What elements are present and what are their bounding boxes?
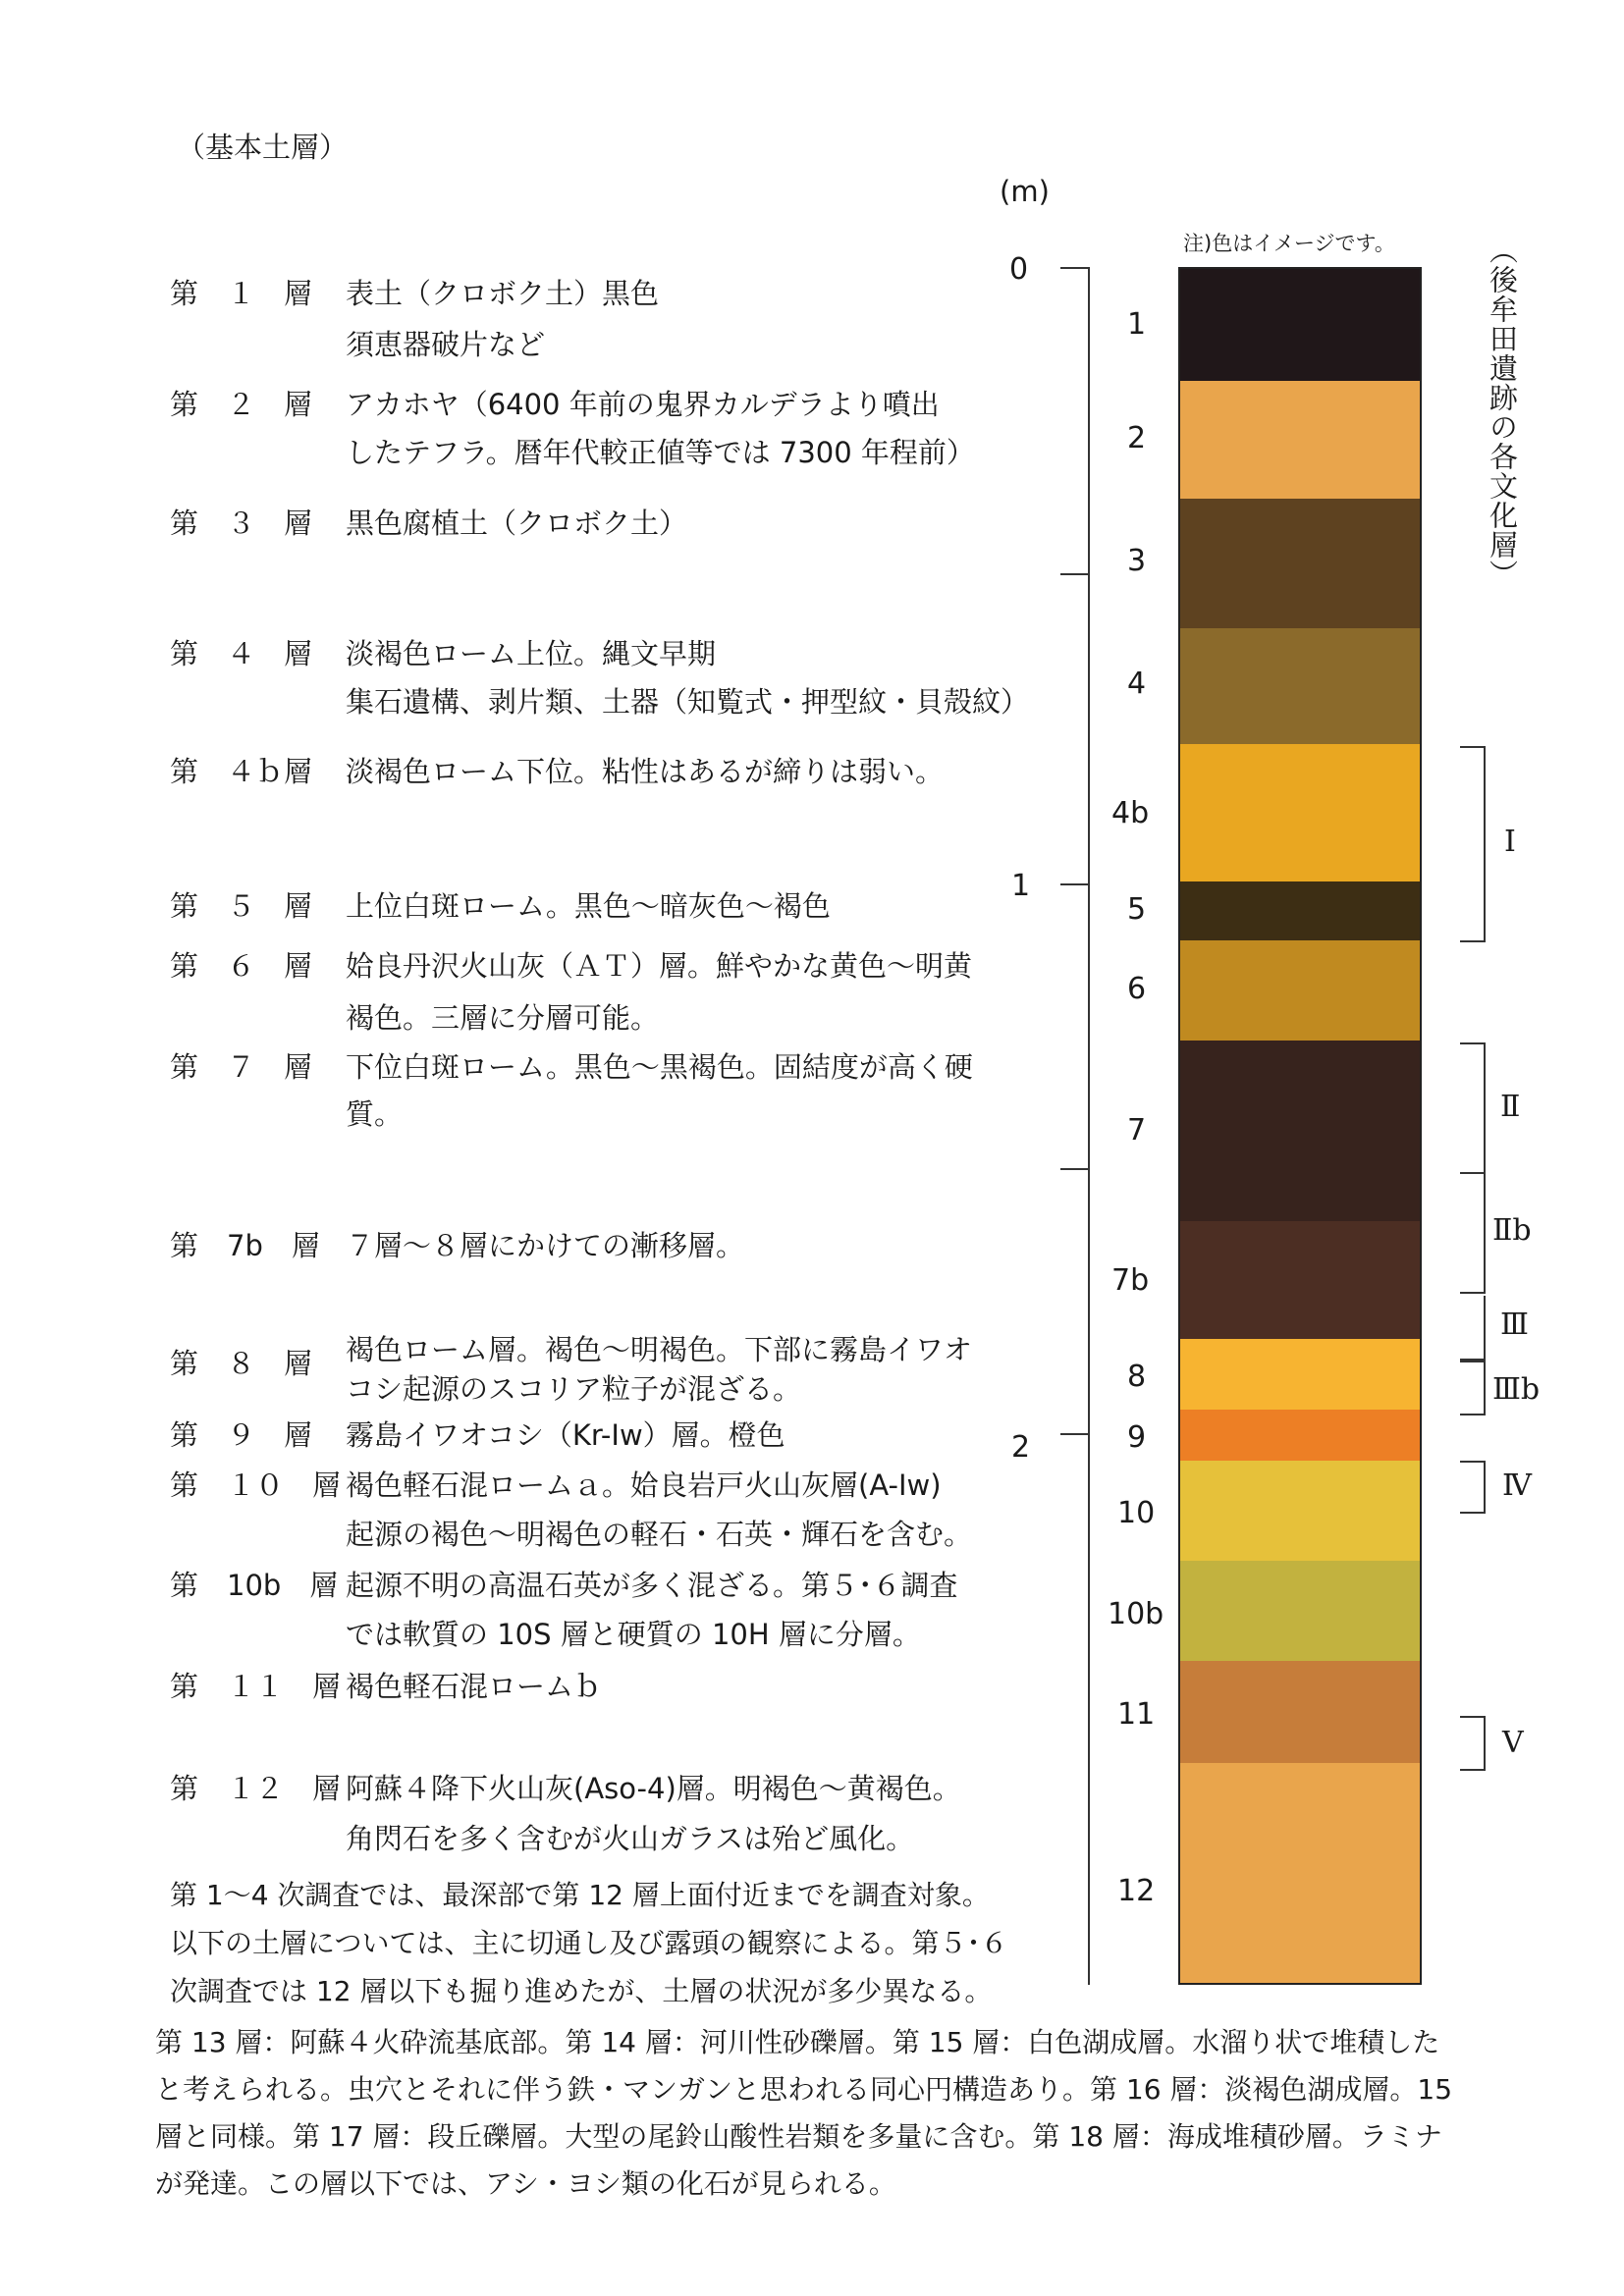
layer-label: 第 ７ 層 xyxy=(170,1050,313,1084)
soil-column xyxy=(1178,267,1422,1985)
layer-band-2 xyxy=(1180,381,1420,499)
layer-desc: コシ起源のスコリア粒子が混ざる。 xyxy=(346,1372,802,1406)
layer-desc: 上位白斑ローム。黒色～暗灰色～褐色 xyxy=(346,889,831,923)
layer-desc: 淡褐色ローム下位。粘性はあるが締りは弱い。 xyxy=(346,755,945,788)
layer-label: 第 ４ 層 xyxy=(170,637,313,670)
layer-desc: では軟質の 10S 層と硬質の 10H 層に分層。 xyxy=(346,1618,921,1651)
layer-number: 6 xyxy=(1127,972,1147,1006)
layer-band-6 xyxy=(1180,940,1420,1041)
layer-number: 9 xyxy=(1127,1420,1147,1455)
layer-number: 4 xyxy=(1127,667,1147,701)
layer-label: 第 ４ｂ層 xyxy=(170,755,313,788)
layer-desc: 集石遺構、剥片類、土器（知覧式・押型紋・貝殻紋） xyxy=(346,685,1030,719)
layer-band-4 xyxy=(1180,628,1420,744)
culture-bracket-IIIb xyxy=(1460,1361,1486,1415)
layer-desc: 下位白斑ローム。黒色～黒褐色。固結度が高く硬 xyxy=(346,1050,973,1084)
layer-desc: 須恵器破片など xyxy=(346,328,546,361)
culture-bracket-I xyxy=(1460,746,1486,942)
layer-number: 1 xyxy=(1127,307,1147,342)
culture-label-IV: Ⅳ xyxy=(1502,1468,1532,1503)
footnote-line: 以下の土層については、主に切通し及び露頭の観察による。第５･６ xyxy=(170,1927,1008,1959)
layer-desc: 起源の褐色～明褐色の軽石・石英・輝石を含む。 xyxy=(346,1518,973,1551)
layer-desc: 褐色ローム層。褐色～明褐色。下部に霧島イワオ xyxy=(346,1333,973,1366)
layer-label: 第 ６ 層 xyxy=(170,949,313,983)
layer-label: 第 １０ 層 xyxy=(170,1468,342,1502)
layer-desc: したテフラ。暦年代較正値等では 7300 年程前） xyxy=(346,436,975,469)
layer-band-9 xyxy=(1180,1410,1420,1461)
layer-band-5 xyxy=(1180,881,1420,940)
depth-tick xyxy=(1060,1168,1090,1170)
layer-label: 第 １ 層 xyxy=(170,277,313,310)
layer-number: 10 xyxy=(1117,1496,1156,1530)
bottom-line: と考えられる。虫穴とそれに伴う鉄・マンガンと思われる同心円構造あり。第 16 層：淡褐色湖成層。15 xyxy=(155,2073,1453,2106)
layer-number: 5 xyxy=(1127,892,1147,927)
culture-label-IIIb: Ⅲb xyxy=(1492,1372,1541,1407)
layer-desc: 褐色軽石混ロームａ。姶良岩戸火山灰層(A-Iw) xyxy=(346,1468,942,1502)
culture-label-IIb: Ⅱb xyxy=(1492,1213,1532,1248)
layer-band-7 xyxy=(1180,1041,1420,1221)
layer-label: 第 １２ 層 xyxy=(170,1772,342,1805)
culture-bracket-II xyxy=(1460,1042,1486,1174)
layer-desc: 淡褐色ローム上位。縄文早期 xyxy=(346,637,717,670)
layer-band-10 xyxy=(1180,1461,1420,1561)
depth-tick xyxy=(1060,883,1090,885)
layer-band-7b xyxy=(1180,1221,1420,1339)
layer-band-12 xyxy=(1180,1763,1420,1985)
culture-bracket-V xyxy=(1460,1716,1486,1771)
bottom-line: が発達。この層以下では、アシ・ヨシ類の化石が見られる。 xyxy=(155,2167,896,2200)
depth-label-0: 0 xyxy=(1009,252,1029,287)
layer-label: 第 ９ 層 xyxy=(170,1418,313,1452)
bottom-line: 第 13 層：阿蘇４火砕流基底部。第 14 層：河川性砂礫層。第 15 層：白色湖成層。水溜り状で堆積した xyxy=(155,2026,1440,2058)
depth-axis-line xyxy=(1088,267,1090,1985)
layer-desc: 褐色軽石混ロームｂ xyxy=(346,1670,603,1703)
layer-label: 第 ８ 層 xyxy=(170,1347,313,1380)
depth-unit-label: (m) xyxy=(1000,175,1050,208)
layer-label: 第 ３ 層 xyxy=(170,507,313,540)
layer-desc: 霧島イワオコシ（Kr-Iw）層。橙色 xyxy=(346,1418,785,1452)
footnote-line: 次調査では 12 層以下も掘り進めたが、土層の状況が多少異なる。 xyxy=(170,1975,993,2007)
layer-desc: アカホヤ（6400 年前の鬼界カルデラより噴出 xyxy=(346,388,940,421)
layer-desc: ７層～８層にかけての漸移層。 xyxy=(346,1229,745,1262)
culture-bracket-IIb xyxy=(1460,1172,1486,1294)
depth-tick xyxy=(1060,1433,1090,1435)
layer-number: 8 xyxy=(1127,1360,1147,1394)
depth-label-1: 1 xyxy=(1011,869,1031,903)
layer-label: 第 7b 層 xyxy=(170,1229,320,1262)
layer-label: 第 10b 層 xyxy=(170,1569,339,1602)
culture-bracket-III xyxy=(1460,1296,1486,1361)
layer-desc: 褐色。三層に分層可能。 xyxy=(346,1001,660,1035)
layer-band-8 xyxy=(1180,1339,1420,1410)
layer-band-1 xyxy=(1180,269,1420,381)
layer-band-10b xyxy=(1180,1561,1420,1661)
layer-label: 第 １１ 層 xyxy=(170,1670,342,1703)
culture-layers-label: （後牟田遺跡の各文化層） xyxy=(1486,236,1519,589)
layer-band-4b xyxy=(1180,744,1420,881)
layer-number: 11 xyxy=(1117,1697,1156,1732)
layer-band-3 xyxy=(1180,499,1420,628)
layer-number: 2 xyxy=(1127,421,1147,455)
layer-number: 3 xyxy=(1127,544,1147,578)
bottom-line: 層と同様。第 17 層：段丘礫層。大型の尾鈴山酸性岩類を多量に含む。第 18 層：海成堆積砂層。ラミナ xyxy=(155,2120,1442,2153)
layer-desc: 表土（クロボク土）黒色 xyxy=(346,277,660,310)
depth-tick xyxy=(1060,267,1090,269)
layer-band-11 xyxy=(1180,1661,1420,1763)
culture-label-II: Ⅱ xyxy=(1500,1090,1521,1124)
depth-label-2: 2 xyxy=(1011,1430,1031,1465)
layer-number: 7 xyxy=(1127,1113,1147,1148)
layer-desc: 阿蘇４降下火山灰(Aso-4)層。明褐色～黄褐色。 xyxy=(346,1772,961,1805)
layer-desc: 質。 xyxy=(346,1097,404,1131)
layer-label: 第 ５ 層 xyxy=(170,889,313,923)
layer-desc: 姶良丹沢火山灰（ＡＴ）層。鮮やかな黄色～明黄 xyxy=(346,949,973,983)
culture-label-V: Ⅴ xyxy=(1502,1726,1524,1760)
footnote-line: 第 1～4 次調査では、最深部で第 12 層上面付近までを調査対象。 xyxy=(170,1879,990,1911)
layer-desc: 角閃石を多く含むが火山ガラスは殆ど風化。 xyxy=(346,1822,915,1855)
layer-number: 4b xyxy=(1111,796,1150,830)
culture-label-I: Ⅰ xyxy=(1504,825,1516,859)
layer-number: 12 xyxy=(1117,1874,1156,1908)
culture-bracket-IV xyxy=(1460,1461,1486,1514)
layer-label: 第 ２ 層 xyxy=(170,388,313,421)
color-note: 注)色はイメージです。 xyxy=(1183,232,1395,255)
layer-number: 10b xyxy=(1108,1597,1164,1631)
depth-tick xyxy=(1060,573,1090,575)
layer-desc: 起源不明の高温石英が多く混ざる。第５･６調査 xyxy=(346,1569,958,1602)
culture-label-III: Ⅲ xyxy=(1500,1308,1529,1342)
page-title: （基本土層） xyxy=(177,131,349,164)
layer-desc: 黒色腐植土（クロボク土） xyxy=(346,507,688,540)
layer-number: 7b xyxy=(1111,1263,1150,1298)
